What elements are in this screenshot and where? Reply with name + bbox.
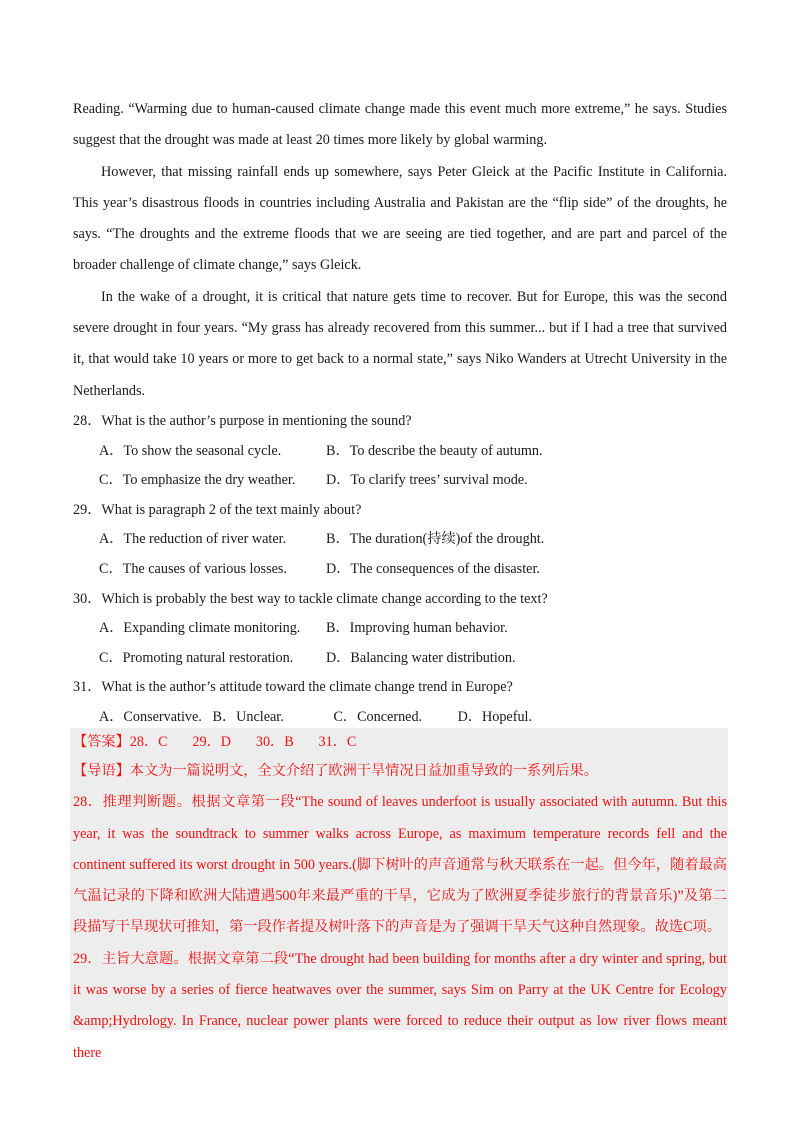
question-stem: 30．Which is probably the best way to tackle climate change according to the text?: [73, 590, 548, 607]
option-d: D．Balancing water distribution.: [326, 649, 516, 666]
question-28: [73, 407, 727, 496]
option-row: [73, 466, 727, 496]
passage-paragraph: However, that missing rainfall ends up somewhere, says Peter Gleick at the Pacific Institute in California. This year’s disastrous floods in countries including Australia and Pakistan are the “flip side” of the droughts, he says. “The droughts and the extreme floods that we are seeing are tied together, and are part and parcel of the broader challenge of climate change,” says Gleick.: [73, 163, 727, 274]
question-31: [73, 673, 727, 732]
passage-paragraph: Reading. “Warming due to human-caused climate change made this event much more extreme,” he says. Studies suggest that the drought was made at least 20 times more likely by global warming.: [73, 101, 727, 149]
option-b: B．The duration(持续)of the drought.: [326, 531, 545, 548]
option-c: C．To emphasize the dry weather.: [99, 472, 296, 489]
question-30: [73, 585, 727, 674]
option-row: [73, 555, 727, 585]
option-row: [73, 614, 727, 644]
option-b: B．To describe the beauty of autumn.: [326, 442, 543, 459]
option-row: [73, 437, 727, 467]
question-stem: 29．What is paragraph 2 of the text mainly about?: [73, 501, 362, 518]
option-a: A．The reduction of river water.: [99, 531, 287, 548]
option-row: [73, 644, 727, 674]
question-stem: 31．What is the author’s attitude toward the climate change trend in Europe?: [73, 679, 513, 696]
question-stem: 28．What is the author’s purpose in mentioning the sound?: [73, 412, 412, 429]
option-c: C．Promoting natural restoration.: [99, 649, 294, 666]
option-row: [73, 525, 727, 555]
option-a: A．To show the seasonal cycle.: [99, 442, 282, 459]
passage-paragraph: In the wake of a drought, it is critical that nature gets time to recover. But for Europe, this was the second severe drought in four years. “My grass has already recovered from this summer... but if I had a tree that survived it, that would take 10 years or more to get back to a normal state,” says Niko Wanders at Utrecht University in the Netherlands.: [73, 288, 727, 399]
passage: [73, 94, 727, 733]
option-d: D．The consequences of the disaster.: [326, 560, 540, 577]
answer-guide: 【导语】本文为一篇说明文，全文介绍了欧洲干旱情况日益加重导致的一系列后果。: [73, 763, 598, 779]
option-d: D．To clarify trees’ survival mode.: [326, 472, 528, 489]
question-29: [73, 496, 727, 585]
option-a: A．Expanding climate monitoring.: [99, 620, 301, 637]
answer-key: 【答案】28．C 29．D 30．B 31．C: [73, 734, 357, 750]
explanation-29: 29．主旨大意题。根据文章第二段“The drought had been building for months after a dry winter and spring, but it was worse by a series of fierce heatwaves over the summer, says Sim on Parry at the UK Centre for Ecology &amp;Hydrology. In France, nuclear power plants were forced to reduce their output as low river flows meant there: [73, 950, 727, 1061]
explanation-28: 28．推理判断题。根据文章第一段“The sound of leaves underfoot is usually associated with autumn. But this year, it was the soundtrack to summer walks across Europe, as maximum temperature records fell and the continent suffered its worst drought in 500 years.(脚下树叶的声音通常与秋天联系在一起。但今年，随着最高气温记录的下降和欧洲大陆遭遇500年来最严重的干旱，它成为了欧洲夏季徒步旅行的背景音乐)”及第二段描写干旱现状可推知，第一段作者提及树叶落下的声音是为了强调干旱天气这种自然现象。故选C项。: [73, 794, 727, 936]
option-c: C．The causes of various losses.: [99, 560, 287, 577]
answer-section: [73, 728, 727, 1069]
option-row: A．Conservative. B．Unclear. C．Concerned. D．Hopeful.: [99, 708, 533, 725]
option-b: B．Improving human behavior.: [326, 620, 508, 637]
